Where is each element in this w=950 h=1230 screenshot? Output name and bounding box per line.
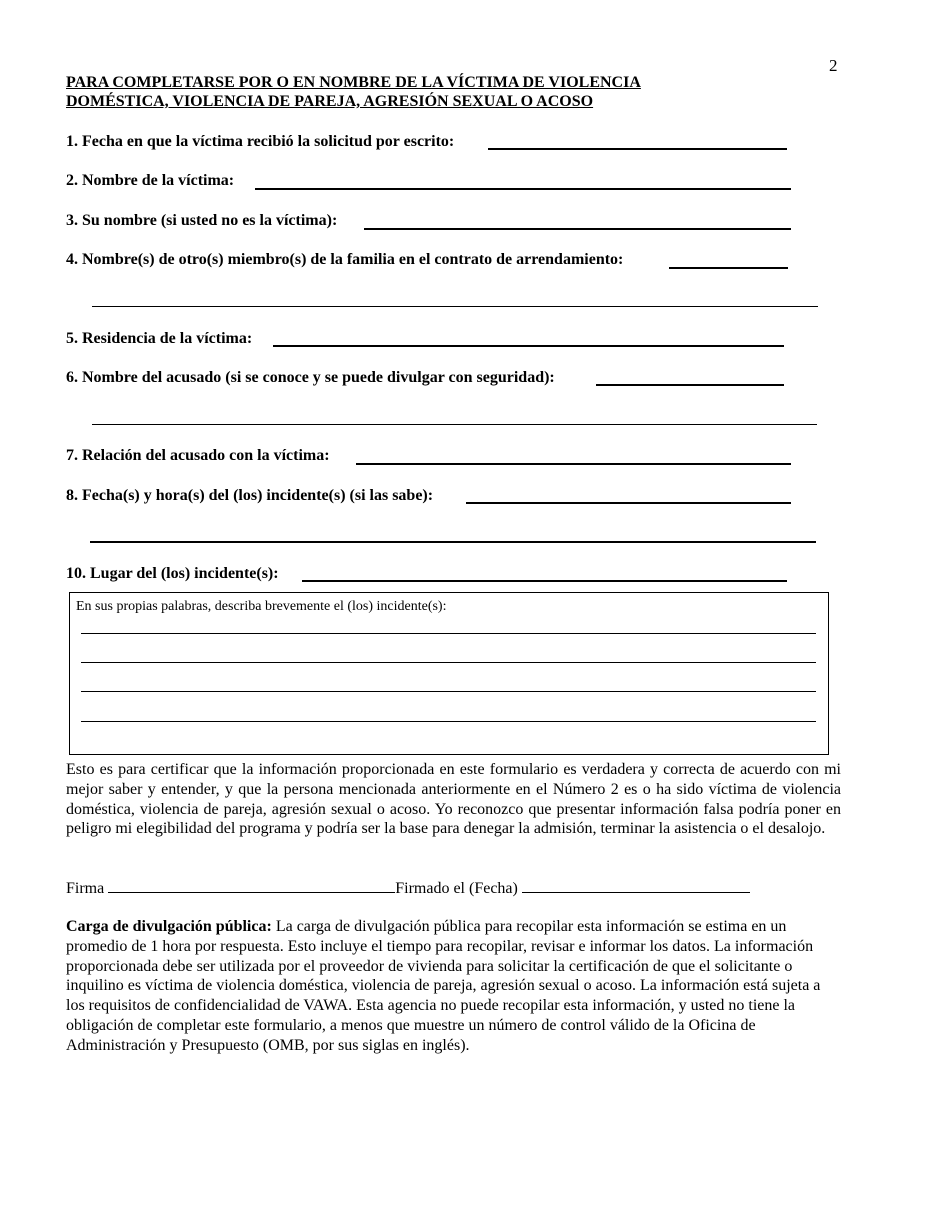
question-8-label: 8. Fecha(s) y hora(s) del (los) incidente(s) (si las sabe):: [66, 487, 434, 504]
signature-label: Firma: [66, 880, 105, 897]
signature-row: [66, 878, 750, 898]
heading-line-1: PARA COMPLETARSE POR O EN NOMBRE DE LA VÍCTIMA DE VIOLENCIA: [66, 74, 641, 91]
question-6-field-continued[interactable]: [92, 424, 817, 425]
question-4-field-continued[interactable]: [92, 306, 818, 307]
question-6-field[interactable]: [596, 384, 784, 386]
public-burden-title: Carga de divulgación pública:: [66, 918, 272, 935]
question-4-field[interactable]: [669, 267, 788, 269]
heading-line-2: DOMÉSTICA, VIOLENCIA DE PAREJA, AGRESIÓN SEXUAL O ACOSO: [66, 93, 594, 110]
question-2-label: 2. Nombre de la víctima:: [66, 172, 235, 189]
signature-field[interactable]: [108, 878, 395, 893]
question-3-label: 3. Su nombre (si usted no es la víctima):: [66, 212, 338, 229]
question-1-field[interactable]: [488, 148, 787, 150]
incident-description-label: En sus propias palabras, describa brevemente el (los) incidente(s):: [76, 599, 447, 614]
question-8-field-continued[interactable]: [90, 541, 816, 543]
question-10-label: 10. Lugar del (los) incidente(s):: [66, 565, 279, 582]
description-line-1[interactable]: [81, 633, 816, 634]
incident-description-box[interactable]: [69, 592, 829, 755]
question-2-field[interactable]: [255, 188, 791, 190]
question-4-label: 4. Nombre(s) de otro(s) miembro(s) de la familia en el contrato de arrendamiento:: [66, 251, 624, 268]
question-6-label: 6. Nombre del acusado (si se conoce y se puede divulgar con seguridad):: [66, 369, 555, 386]
signed-date-field[interactable]: [522, 878, 750, 893]
question-5-label: 5. Residencia de la víctima:: [66, 330, 253, 347]
signed-date-label: Firmado el (Fecha): [395, 880, 518, 897]
form-heading: [66, 73, 641, 111]
question-1-label: 1. Fecha en que la víctima recibió la solicitud por escrito:: [66, 133, 455, 150]
description-line-4[interactable]: [81, 721, 816, 722]
question-10-field[interactable]: [302, 580, 787, 582]
certification-statement: Esto es para certificar que la información proporcionada en este formulario es verdadera y correcta de acuerdo con mi mejor saber y entender, y que la persona mencionada anteriormente en el Número 2 es o ha sido víctima de violencia doméstica, violencia de pareja, agresión sexual o acoso. Yo reconozco que presentar información falsa podría poner en peligro mi elegibilidad del programa y podría ser la base para denegar la admisión, terminar la asistencia o el desalojo.: [66, 761, 841, 838]
description-line-2[interactable]: [81, 662, 816, 663]
description-line-3[interactable]: [81, 691, 816, 692]
question-7-label: 7. Relación del acusado con la víctima:: [66, 447, 330, 464]
public-burden-statement: [66, 917, 826, 1056]
question-5-field[interactable]: [273, 345, 784, 347]
question-8-field[interactable]: [466, 502, 791, 504]
question-7-field[interactable]: [356, 463, 791, 465]
public-burden-text: La carga de divulgación pública para recopilar esta información se estima en un promedio de 1 hora por respuesta. Esto incluye el tiempo para recopilar, revisar e informar los datos. La información proporcionada debe ser utilizada por el proveedor de vivienda para solicitar la certificación de que el solicitante o inquilino es víctima de violencia doméstica, violencia de pareja, agresión sexual o acoso. La información está sujeta a los requisitos de confidencialidad de VAWA. Esta agencia no puede recopilar esta información, y usted no tiene la obligación de completar este formulario, a menos que muestre un número de control válido de la Oficina de Administración y Presupuesto (OMB, por sus siglas en inglés).: [66, 918, 821, 1054]
page-number: 2: [829, 56, 838, 75]
question-3-field[interactable]: [364, 228, 791, 230]
